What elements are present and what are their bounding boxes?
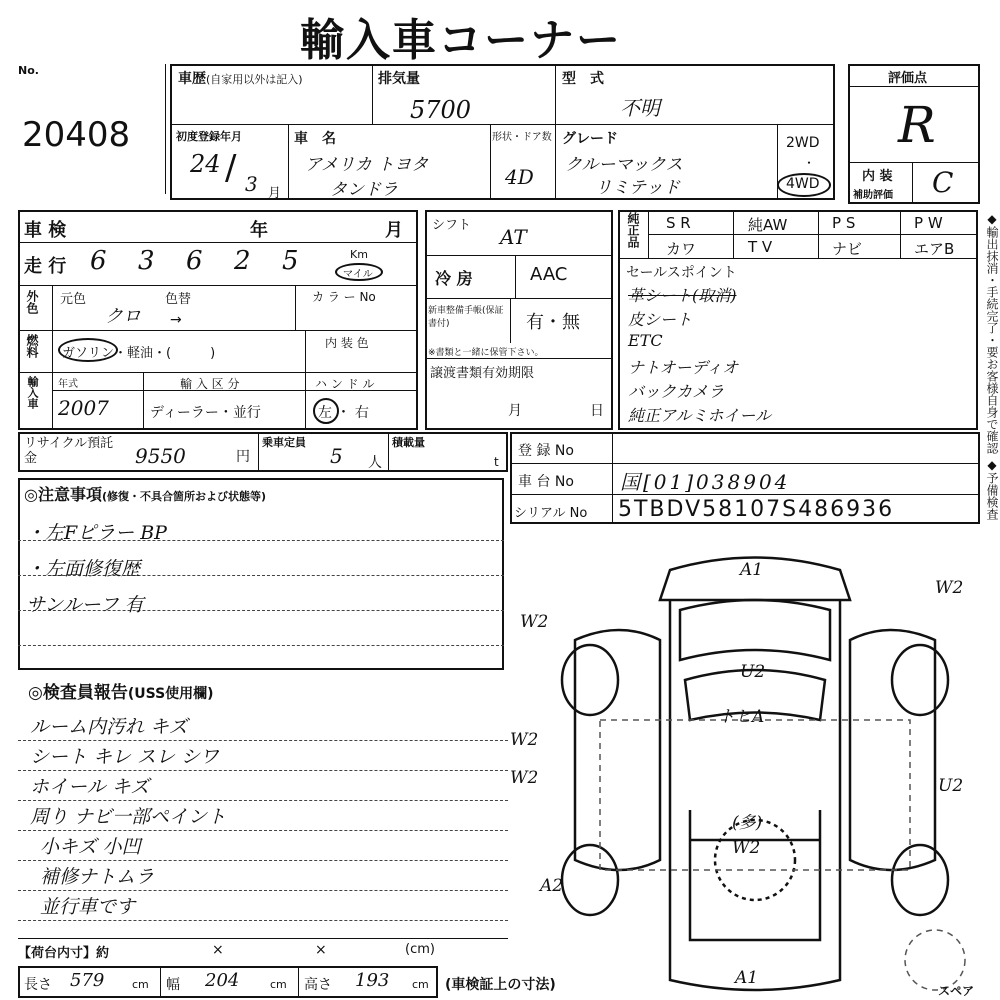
shaken-month-unit: 月 xyxy=(385,220,403,241)
spare-label: スペア xyxy=(938,984,975,998)
genuine-item: P S xyxy=(832,214,856,232)
height-value: 193 xyxy=(355,970,390,991)
car-name-label: 車 名 xyxy=(294,131,336,147)
capacity-value: 5 xyxy=(330,444,343,468)
capacity-unit: 人 xyxy=(368,455,382,471)
diagram-mark: U2 xyxy=(938,776,964,796)
right-front-wheel xyxy=(892,645,948,715)
import-label: 輸入車 xyxy=(26,376,39,409)
inspector-line: ルーム内汚れ キズ xyxy=(30,716,188,738)
width-label: 幅 xyxy=(166,977,180,993)
notes-line: ・左Fピラー BP xyxy=(26,522,167,544)
color-no-label: カ ラ ー No xyxy=(312,290,376,304)
diagram-mark: トヒA xyxy=(718,707,765,727)
lot-number: 20408 xyxy=(22,115,131,155)
inspector-line: 周り ナビ一部ペイント xyxy=(30,806,227,828)
diagram-mark: W2 xyxy=(732,838,761,858)
mileage-digit: 5 xyxy=(282,246,299,276)
lot-label: No. xyxy=(18,64,39,77)
load-unit: t xyxy=(494,455,499,469)
diagram-mark: (多) xyxy=(732,813,763,833)
car-name-line2: タンドラ xyxy=(330,180,398,200)
orig-color-value: クロ xyxy=(105,306,141,327)
spare-circle xyxy=(905,930,965,990)
grade-box-label: 評価点 xyxy=(888,71,928,86)
import-kubun-label: 輸 入 区 分 xyxy=(180,377,240,391)
inspector-line: 小キズ 小凹 xyxy=(40,836,141,858)
mileage-unit-km: Km xyxy=(350,248,368,261)
height-unit: cm xyxy=(412,978,429,991)
doors-value: 4D xyxy=(505,165,534,189)
sales-point: 純正アルミホイール xyxy=(628,406,772,425)
cargo-x2: × xyxy=(315,942,327,958)
genuine-item: T V xyxy=(748,238,773,256)
diagram-mark: W2 xyxy=(935,578,964,598)
mileage-digit: 6 xyxy=(186,246,203,276)
capacity-label: 乗車定員 xyxy=(262,436,306,449)
drive-4wd: 4WD xyxy=(786,176,820,192)
load-label: 積載量 xyxy=(392,436,425,449)
first-reg-month: 3 xyxy=(245,172,258,196)
grade-label: グレード xyxy=(562,131,618,147)
shift-label: シフト xyxy=(432,218,472,233)
sales-point: 革シート(取消) xyxy=(628,286,737,305)
serial-value: 5TBDV58107S486936 xyxy=(618,497,895,522)
import-year-label: 年式 xyxy=(58,379,78,390)
mileage-digits xyxy=(90,246,335,282)
genuine-item: カワ xyxy=(666,240,697,258)
history-label: 車歴(自家用以外は記入) xyxy=(178,71,303,87)
sales-points-label: セールスポイント xyxy=(626,265,737,281)
length-value: 579 xyxy=(70,970,105,991)
left-front-wheel xyxy=(562,645,618,715)
repaint-label: 色替 xyxy=(165,292,192,307)
inspector-label: ◎検査員報告(USS使用欄) xyxy=(28,683,214,703)
first-reg-month-unit: 月 xyxy=(268,186,282,201)
handle-label: ハ ン ド ル xyxy=(315,377,375,391)
ac-value: AAC xyxy=(530,264,568,285)
shift-value: AT xyxy=(500,225,527,249)
diagram-mark: A1 xyxy=(740,560,764,580)
interior-sub: 補助評価 xyxy=(853,190,893,201)
notes-line: サンルーフ 有 xyxy=(26,594,144,616)
right-rear-wheel xyxy=(892,845,948,915)
interior-color-label: 内 装 色 xyxy=(325,336,369,350)
page-title: 輸入車コーナー xyxy=(300,15,622,66)
displacement-label: 排気量 xyxy=(378,71,420,87)
notes-line: ・左面修復歴 xyxy=(26,558,141,580)
interior-label: 内 装 xyxy=(862,169,893,184)
inspector-line: ホイール キズ xyxy=(30,776,150,798)
length-label: 長さ xyxy=(24,977,52,993)
docs-expiry-month: 月 xyxy=(508,403,522,419)
registration-label: 登 録 No xyxy=(518,443,574,459)
shaken-year-unit: 年 xyxy=(250,220,268,241)
cargo-label: 【荷台内寸】約 xyxy=(18,946,110,961)
grade-line2: リミテッド xyxy=(595,178,680,198)
first-reg-label: 初度登録年月 xyxy=(176,130,242,143)
cargo-unit: (cm) xyxy=(405,942,435,957)
hood xyxy=(680,600,830,660)
diagram-mark: U2 xyxy=(740,662,766,682)
import-year-value: 2007 xyxy=(58,396,109,420)
serial-label: シリアル No xyxy=(514,506,588,521)
genuine-item: ナビ xyxy=(832,240,863,258)
inspector-line: 並行車です xyxy=(40,896,136,918)
mileage-digit: 2 xyxy=(234,246,251,276)
genuine-label: 純正品 xyxy=(626,212,640,248)
shaken-label: 車 検 xyxy=(24,220,67,241)
mileage-digit: 6 xyxy=(90,246,107,276)
car-diagram xyxy=(520,540,990,1000)
manual-note: ※書類と一緒に保管下さい。 xyxy=(428,348,544,358)
grade-line1: クルーマックス xyxy=(565,155,683,175)
mileage-digit: 3 xyxy=(138,246,155,276)
left-rear-wheel xyxy=(562,845,618,915)
height-label: 高さ xyxy=(304,977,332,993)
width-value: 204 xyxy=(205,970,240,991)
genuine-item: P W xyxy=(914,214,943,232)
side-note: ◆輸出抹消・手続完了・要お客様自身で確認 ◆予備検査 xyxy=(985,212,999,520)
chassis-value: 国[01]038904 xyxy=(620,470,791,494)
mileage-label: 走 行 xyxy=(24,256,67,277)
diagram-mark: W2 xyxy=(510,768,539,788)
manual-label: 新車整備手帳(保証書付) xyxy=(428,306,504,329)
right-side xyxy=(850,630,935,870)
mileage-unit-mile: マイル xyxy=(343,269,373,280)
repaint-value: → xyxy=(170,312,182,328)
sales-point: ETC xyxy=(628,331,663,350)
model-code-label: 型 式 xyxy=(562,71,604,87)
chassis-label: 車 台 No xyxy=(518,474,574,490)
sales-point: バックカメラ xyxy=(628,382,725,401)
notes-label: ◎注意事項(修復・不具合箇所および状態等) xyxy=(24,485,267,504)
displacement-value: 5700 xyxy=(410,96,472,124)
recycle-value: 9550 xyxy=(135,444,186,468)
exterior-color-label: 外色 xyxy=(25,290,39,314)
recycle-unit: 円 xyxy=(236,449,250,465)
manual-value: 有・無 xyxy=(526,312,580,333)
docs-expiry-day: 日 xyxy=(590,403,604,419)
width-unit: cm xyxy=(270,978,287,991)
doors-label: 形状・ドア数 xyxy=(492,132,552,143)
recycle-label: リサイクル預託金 xyxy=(24,436,114,466)
drive-2wd: 2WD xyxy=(786,135,820,151)
handle-value: 左 ・ 右 xyxy=(318,405,369,421)
fuel-options: ガソリン・軽油・( ) xyxy=(62,346,216,361)
grade-box-value: R xyxy=(898,96,936,154)
ac-label: 冷 房 xyxy=(435,269,473,288)
interior-value: C xyxy=(932,166,954,199)
sales-point: ナトオーディオ xyxy=(628,358,739,377)
left-side xyxy=(575,630,660,870)
diagram-mark: A2 xyxy=(540,876,564,896)
cargo-x1: × xyxy=(212,942,224,958)
inspector-line: シート キレ スレ シワ xyxy=(30,746,219,768)
genuine-item: 純AW xyxy=(748,216,788,234)
orig-color-label: 元色 xyxy=(60,292,87,307)
diagram-mark: W2 xyxy=(510,730,539,750)
first-reg-year: 24 xyxy=(190,150,221,178)
genuine-item: S R xyxy=(666,214,691,232)
diagram-mark: W2 xyxy=(520,612,549,632)
dims-note: (車検証上の寸法) xyxy=(445,977,556,993)
length-unit: cm xyxy=(132,978,149,991)
model-code-value: 不明 xyxy=(620,96,660,120)
docs-expiry-label: 譲渡書類有効期限 xyxy=(430,366,535,381)
sales-point: 皮シート xyxy=(628,310,693,329)
fuel-label: 燃料 xyxy=(25,334,39,358)
inspector-line: 補修ナトムラ xyxy=(40,866,155,888)
body-outline xyxy=(670,600,840,990)
diagram-mark: A1 xyxy=(735,968,759,988)
import-kubun-value: ディーラー・並行 xyxy=(150,405,261,421)
car-name-line1: アメリカ トヨタ xyxy=(305,155,429,175)
genuine-item: エアB xyxy=(914,240,955,258)
